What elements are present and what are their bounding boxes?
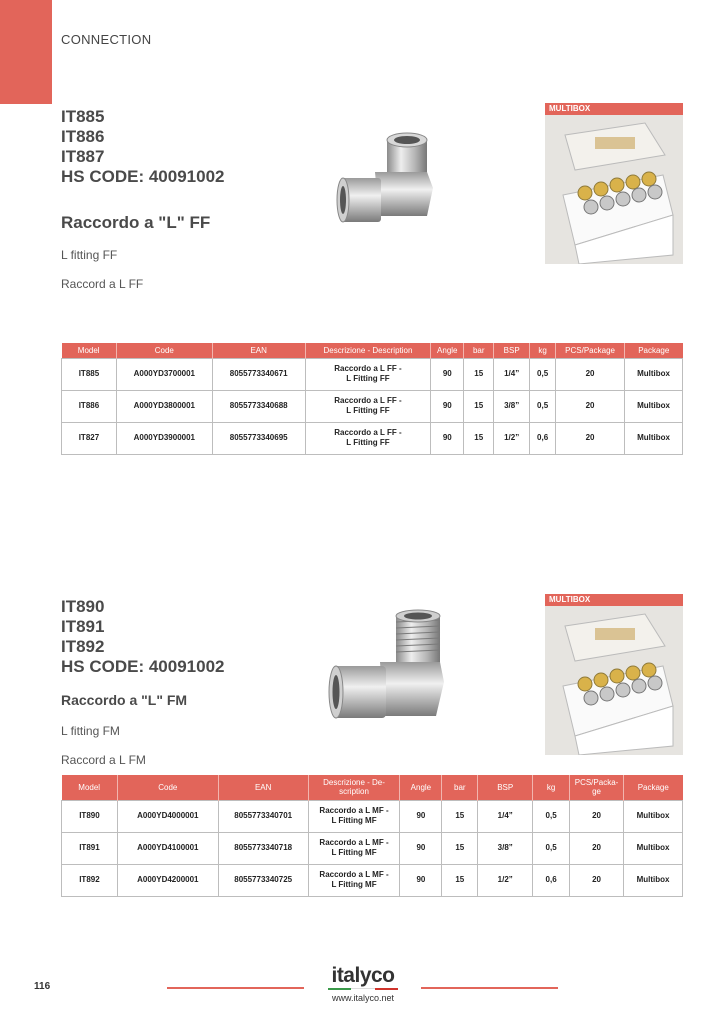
footer-divider-right: [421, 987, 558, 989]
cell-model: IT886: [62, 390, 117, 422]
cell-description: Raccordo a L FF - L Fitting FF: [305, 422, 431, 454]
cell-angle: 90: [431, 390, 464, 422]
col-header: Code: [116, 343, 212, 358]
product-code: IT886: [61, 127, 105, 146]
website-link[interactable]: www.italyco.net: [331, 993, 395, 1003]
product-code: IT887: [61, 147, 105, 166]
multibox-label: MULTIBOX: [545, 103, 683, 115]
cell-kg: 0,5: [530, 358, 556, 390]
cell-package: Multibox: [624, 864, 683, 896]
hs-code: HS CODE: 40091002: [61, 657, 225, 676]
cell-pcs: 20: [570, 864, 624, 896]
cell-model: IT827: [62, 422, 117, 454]
product-title-fr: Raccord a L FF: [61, 277, 144, 291]
multibox-box-image: [545, 606, 683, 755]
cell-angle: 90: [400, 864, 442, 896]
table-header-row: [62, 775, 683, 800]
col-header: Angle: [431, 343, 464, 358]
cell-code: A000YD4100001: [117, 832, 218, 864]
col-header: Code: [117, 775, 218, 800]
cell-ean: 8055773340725: [218, 864, 308, 896]
cell-pcs: 20: [556, 358, 625, 390]
cell-code: A000YD4000001: [117, 800, 218, 832]
product-title-en: L fitting FF: [61, 248, 118, 262]
elbow-ff-photo: [335, 128, 445, 228]
cell-bar: 15: [442, 800, 478, 832]
cell-code: A000YD4200001: [117, 864, 218, 896]
cell-description: Raccordo a L MF - L Fitting MF: [308, 832, 400, 864]
cell-kg: 0,5: [533, 832, 570, 864]
col-header: PCS/Packa- ge: [570, 775, 624, 800]
cell-ean: 8055773340695: [212, 422, 305, 454]
cell-kg: 0,5: [533, 800, 570, 832]
cell-package: Multibox: [625, 390, 683, 422]
col-header: kg: [530, 343, 556, 358]
col-header: Package: [625, 343, 683, 358]
table-row: [62, 800, 683, 832]
col-header: PCS/Package: [556, 343, 625, 358]
cell-bsp: 1/4”: [478, 800, 533, 832]
col-header: Angle: [400, 775, 442, 800]
cell-package: Multibox: [624, 800, 683, 832]
cell-bsp: 1/2”: [478, 864, 533, 896]
product-title-en: L fitting FM: [61, 724, 120, 738]
product-title-it: Raccordo a "L" FF: [61, 213, 211, 232]
cell-angle: 90: [431, 358, 464, 390]
cell-bar: 15: [464, 390, 494, 422]
cell-pcs: 20: [570, 800, 624, 832]
product-code: IT891: [61, 617, 105, 636]
cell-ean: 8055773340701: [218, 800, 308, 832]
corner-tab: [0, 0, 52, 104]
cell-code: A000YD3700001: [116, 358, 212, 390]
multibox-photo-1: [545, 103, 683, 264]
col-header: BSP: [494, 343, 530, 358]
cell-kg: 0,5: [530, 390, 556, 422]
cell-bsp: 3/8”: [494, 390, 530, 422]
cell-angle: 90: [431, 422, 464, 454]
hs-code: HS CODE: 40091002: [61, 167, 225, 186]
table-row: [62, 832, 683, 864]
product-title-it: Raccordo a "L" FM: [61, 692, 188, 708]
cell-bar: 15: [464, 422, 494, 454]
cell-bsp: 1/2”: [494, 422, 530, 454]
product-title-fr: Raccord a L FM: [61, 753, 146, 767]
page-number: 116: [34, 981, 51, 992]
multibox-photo-2: [545, 594, 683, 755]
cell-description: Raccordo a L MF - L Fitting MF: [308, 864, 400, 896]
cell-angle: 90: [400, 800, 442, 832]
spec-table-2: [61, 775, 683, 897]
cell-kg: 0,6: [530, 422, 556, 454]
col-header: Descrizione - Description: [305, 343, 431, 358]
multibox-label: MULTIBOX: [545, 594, 683, 606]
product-codes-2: [61, 597, 224, 677]
cell-pcs: 20: [570, 832, 624, 864]
cell-package: Multibox: [625, 358, 683, 390]
brand-logo[interactable]: [328, 965, 398, 1003]
product-codes-1: [61, 107, 224, 187]
col-header: bar: [442, 775, 478, 800]
italian-flag-stripe: [328, 988, 398, 990]
brand-name: italyco: [331, 964, 395, 987]
product-code: IT892: [61, 637, 105, 656]
col-header: Descrizione - De- scription: [308, 775, 400, 800]
cell-code: A000YD3900001: [116, 422, 212, 454]
cell-bsp: 1/4”: [494, 358, 530, 390]
cell-bar: 15: [442, 832, 478, 864]
col-header: Package: [624, 775, 683, 800]
cell-angle: 90: [400, 832, 442, 864]
elbow-fm-photo: [328, 608, 446, 723]
product-code: IT890: [61, 597, 105, 616]
cell-model: IT892: [62, 864, 118, 896]
cell-pcs: 20: [556, 390, 625, 422]
cell-code: A000YD3800001: [116, 390, 212, 422]
cell-model: IT891: [62, 832, 118, 864]
col-header: EAN: [212, 343, 305, 358]
cell-pcs: 20: [556, 422, 625, 454]
table-row: [62, 422, 683, 454]
cell-ean: 8055773340718: [218, 832, 308, 864]
section-label: CONNECTION: [61, 32, 152, 47]
cell-bsp: 3/8”: [478, 832, 533, 864]
cell-package: Multibox: [624, 832, 683, 864]
table-header-row: [62, 343, 683, 358]
footer-divider-left: [167, 987, 304, 989]
cell-ean: 8055773340688: [212, 390, 305, 422]
cell-description: Raccordo a L FF - L Fitting FF: [305, 390, 431, 422]
cell-description: Raccordo a L FF - L Fitting FF: [305, 358, 431, 390]
col-header: bar: [464, 343, 494, 358]
cell-model: IT885: [62, 358, 117, 390]
col-header: Model: [62, 343, 117, 358]
cell-ean: 8055773340671: [212, 358, 305, 390]
spec-table-1: [61, 343, 683, 455]
cell-bar: 15: [464, 358, 494, 390]
col-header: kg: [533, 775, 570, 800]
table-row: [62, 358, 683, 390]
col-header: Model: [62, 775, 118, 800]
table-row: [62, 864, 683, 896]
cell-model: IT890: [62, 800, 118, 832]
col-header: BSP: [478, 775, 533, 800]
cell-kg: 0,6: [533, 864, 570, 896]
cell-bar: 15: [442, 864, 478, 896]
col-header: EAN: [218, 775, 308, 800]
cell-package: Multibox: [625, 422, 683, 454]
cell-description: Raccordo a L MF - L Fitting MF: [308, 800, 400, 832]
table-row: [62, 390, 683, 422]
multibox-box-image: [545, 115, 683, 264]
product-code: IT885: [61, 107, 105, 126]
